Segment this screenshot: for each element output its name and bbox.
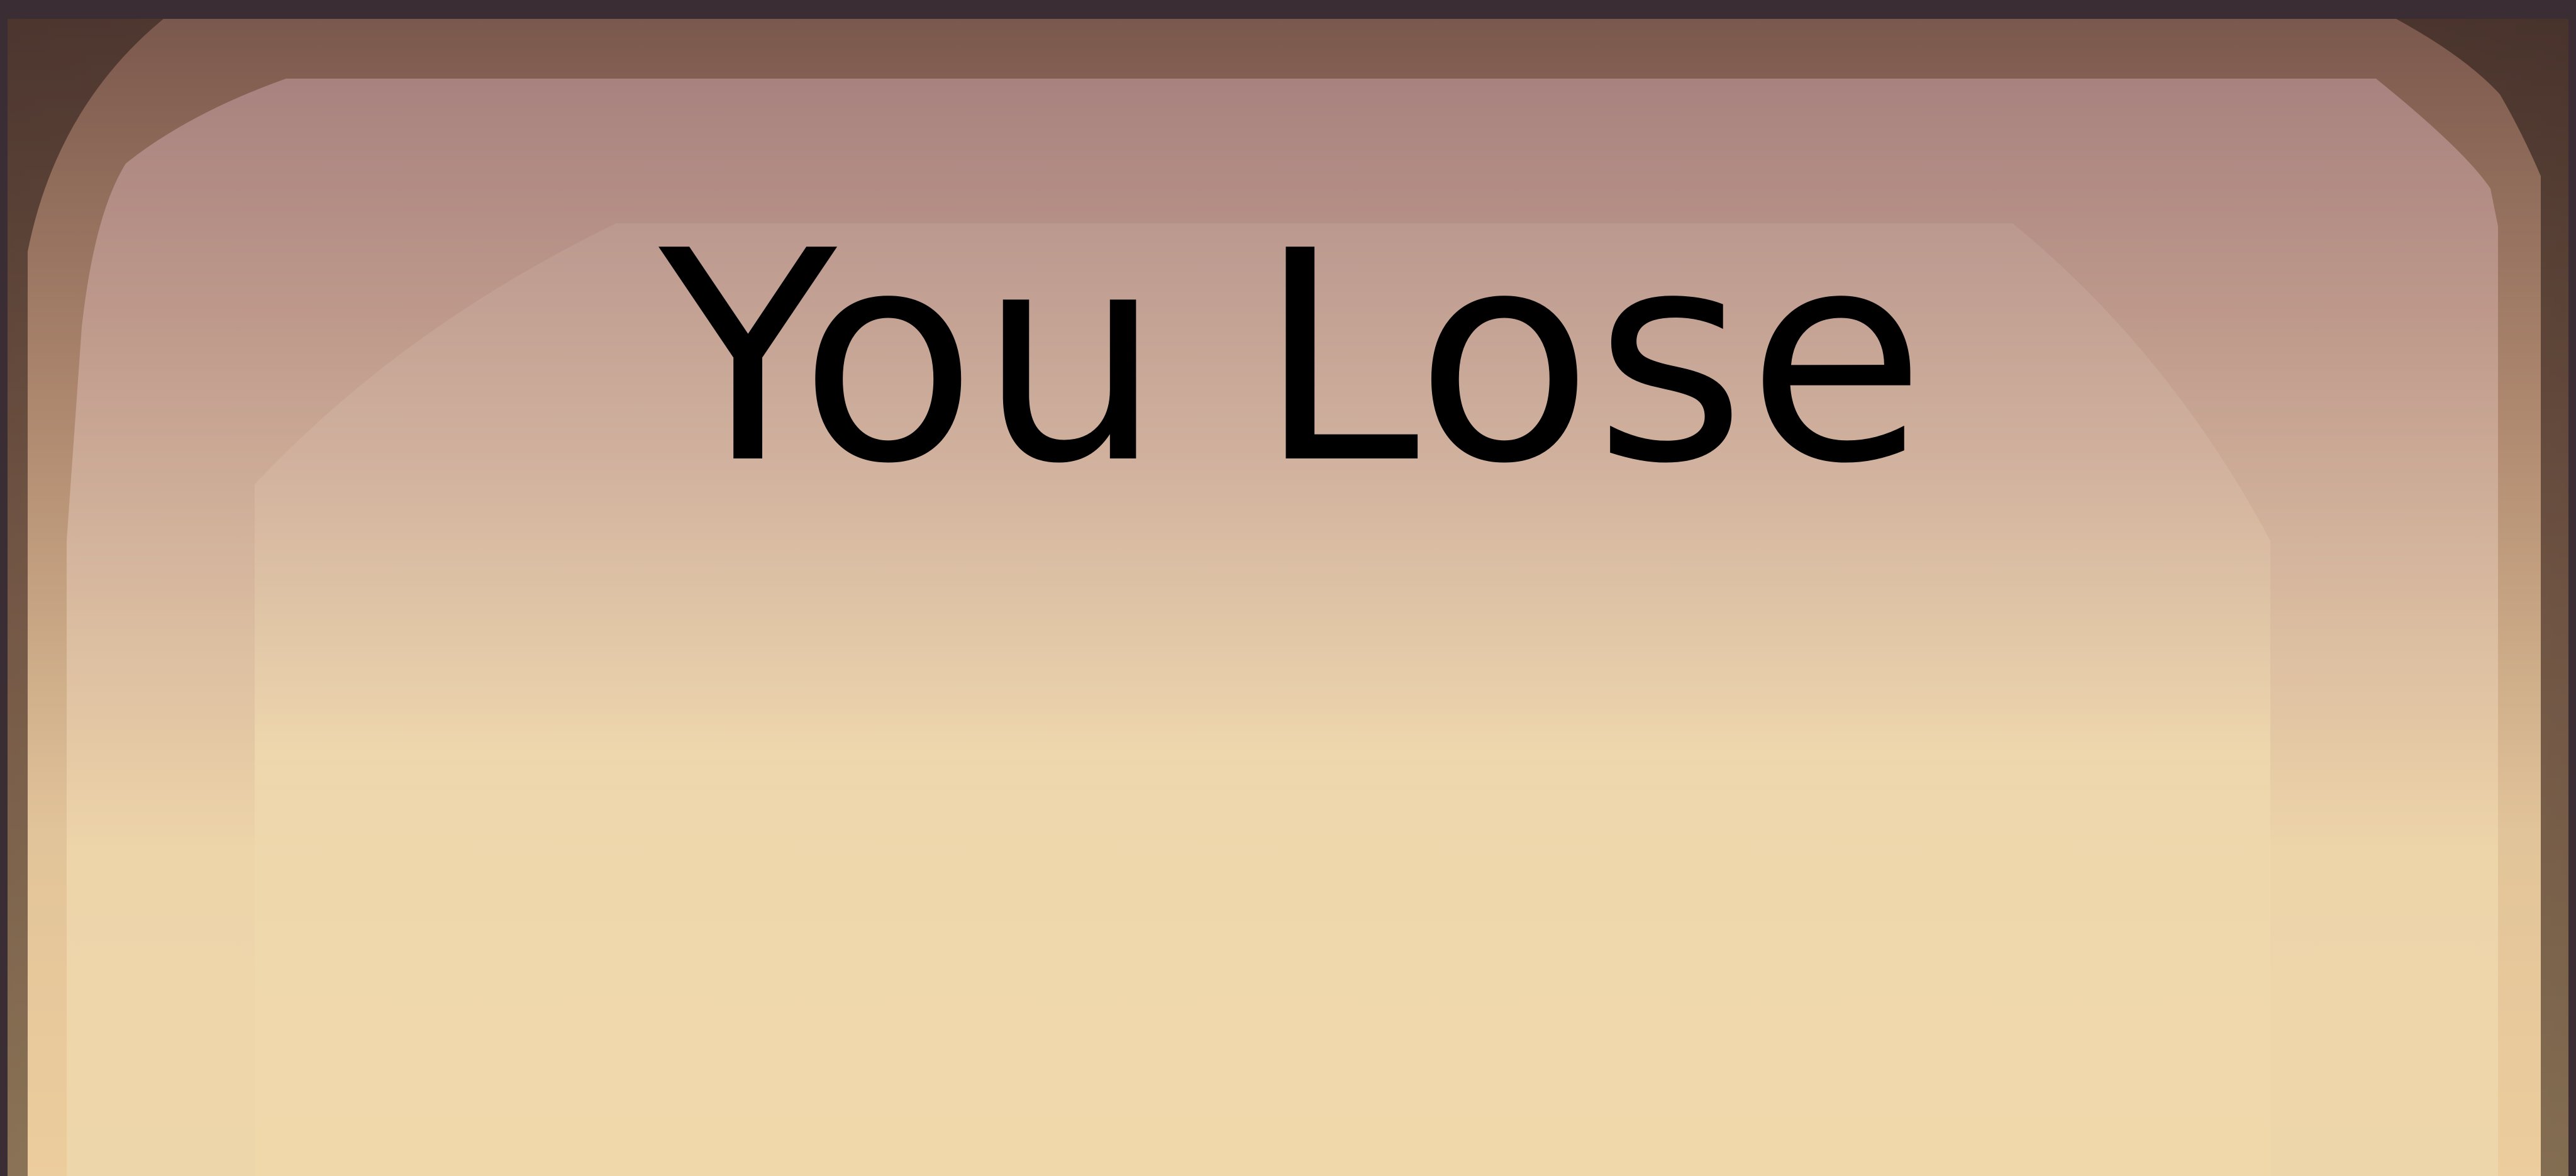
you-lose-title: You Lose bbox=[659, 189, 1928, 527]
